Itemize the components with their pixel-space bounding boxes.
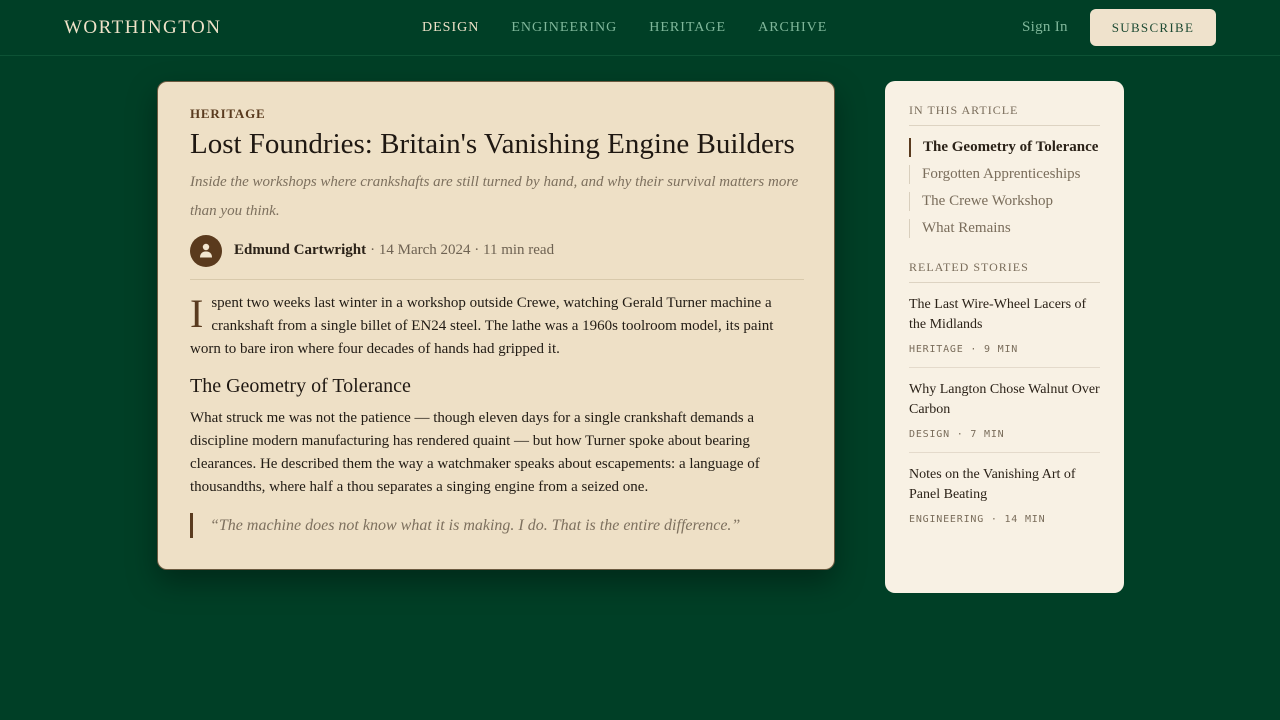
related-story-title[interactable]: The Last Wire-Wheel Lacers of the Midlands xyxy=(909,297,1087,332)
related-story[interactable] xyxy=(909,283,1100,368)
nav-heritage[interactable]: HERITAGE xyxy=(649,20,727,35)
toc-item-what-remains[interactable]: What Remains xyxy=(909,219,1100,238)
related-story-title[interactable]: Why Langton Chose Walnut Over Carbon xyxy=(909,382,1100,417)
related-story-meta: HERITAGE · 9 MIN xyxy=(909,344,1019,355)
related-story-title[interactable]: Notes on the Vanishing Art of Panel Beating xyxy=(909,467,1076,502)
toc-item-crewe-workshop[interactable]: The Crewe Workshop xyxy=(909,192,1100,211)
nav-design[interactable]: DESIGN xyxy=(422,20,480,35)
article-title: Lost Foundries: Britain's Vanishing Engine Builders xyxy=(190,128,795,160)
section-heading: The Geometry of Tolerance xyxy=(190,374,411,397)
related-story-meta: DESIGN · 7 MIN xyxy=(909,429,1005,440)
related-stories xyxy=(909,283,1100,537)
related-story[interactable] xyxy=(909,453,1100,537)
nav-engineering[interactable]: ENGINEERING xyxy=(511,20,618,35)
byline xyxy=(190,235,802,267)
nav-archive[interactable]: ARCHIVE xyxy=(758,20,828,35)
toc-item-forgotten-apprenticeships[interactable]: Forgotten Apprenticeships xyxy=(909,165,1100,184)
site-logo[interactable]: WORTHINGTON xyxy=(64,17,222,38)
related-heading: RELATED STORIES xyxy=(909,260,1100,283)
divider xyxy=(190,279,804,280)
main-nav xyxy=(422,20,859,36)
article-card xyxy=(157,81,835,570)
site-header xyxy=(0,0,1280,56)
related-story[interactable] xyxy=(909,368,1100,453)
subscribe-button[interactable]: SUBSCRIBE xyxy=(1090,9,1216,46)
drop-cap: I xyxy=(190,290,204,336)
sign-in-link[interactable]: Sign In xyxy=(1022,19,1068,35)
user-icon xyxy=(199,243,213,258)
toc-item-geometry-of-tolerance[interactable]: The Geometry of Tolerance xyxy=(909,138,1100,157)
table-of-contents xyxy=(909,138,1100,238)
article-kicker[interactable]: HERITAGE xyxy=(190,106,266,121)
avatar[interactable] xyxy=(190,235,222,267)
pull-quote: “The machine does not know what it is making. I do. That is the entire difference.” xyxy=(190,513,802,538)
intro-paragraph xyxy=(190,292,802,361)
body-paragraph: What struck me was not the patience — though eleven days for a single crankshaft demands a discipline modern manufacturing has rendered quaint — but how Turner spoke about bearing clearances. He described them the way a watchmaker speaks about escapements: a language of thousandths, where half a thou separates a singing engine from a seized one. xyxy=(190,409,760,495)
author-name[interactable]: Edmund Cartwright xyxy=(234,242,367,259)
article-meta: · 14 March 2024 · 11 min read xyxy=(370,242,555,259)
sidebar xyxy=(885,81,1124,593)
toc-heading: IN THIS ARTICLE xyxy=(909,103,1100,126)
intro-text: spent two weeks last winter in a workshop outside Crewe, watching Gerald Turner machine a crankshaft from a single billet of EN24 steel. The lathe was a 1960s toolroom model, its paint worn to bare iron where four decades of hands had gripped it. xyxy=(190,294,774,357)
article-subtitle: Inside the workshops where crankshafts are still turned by hand, and why their survival matters more than you think. xyxy=(190,173,799,219)
related-story-meta: ENGINEERING · 14 MIN xyxy=(909,514,1046,525)
